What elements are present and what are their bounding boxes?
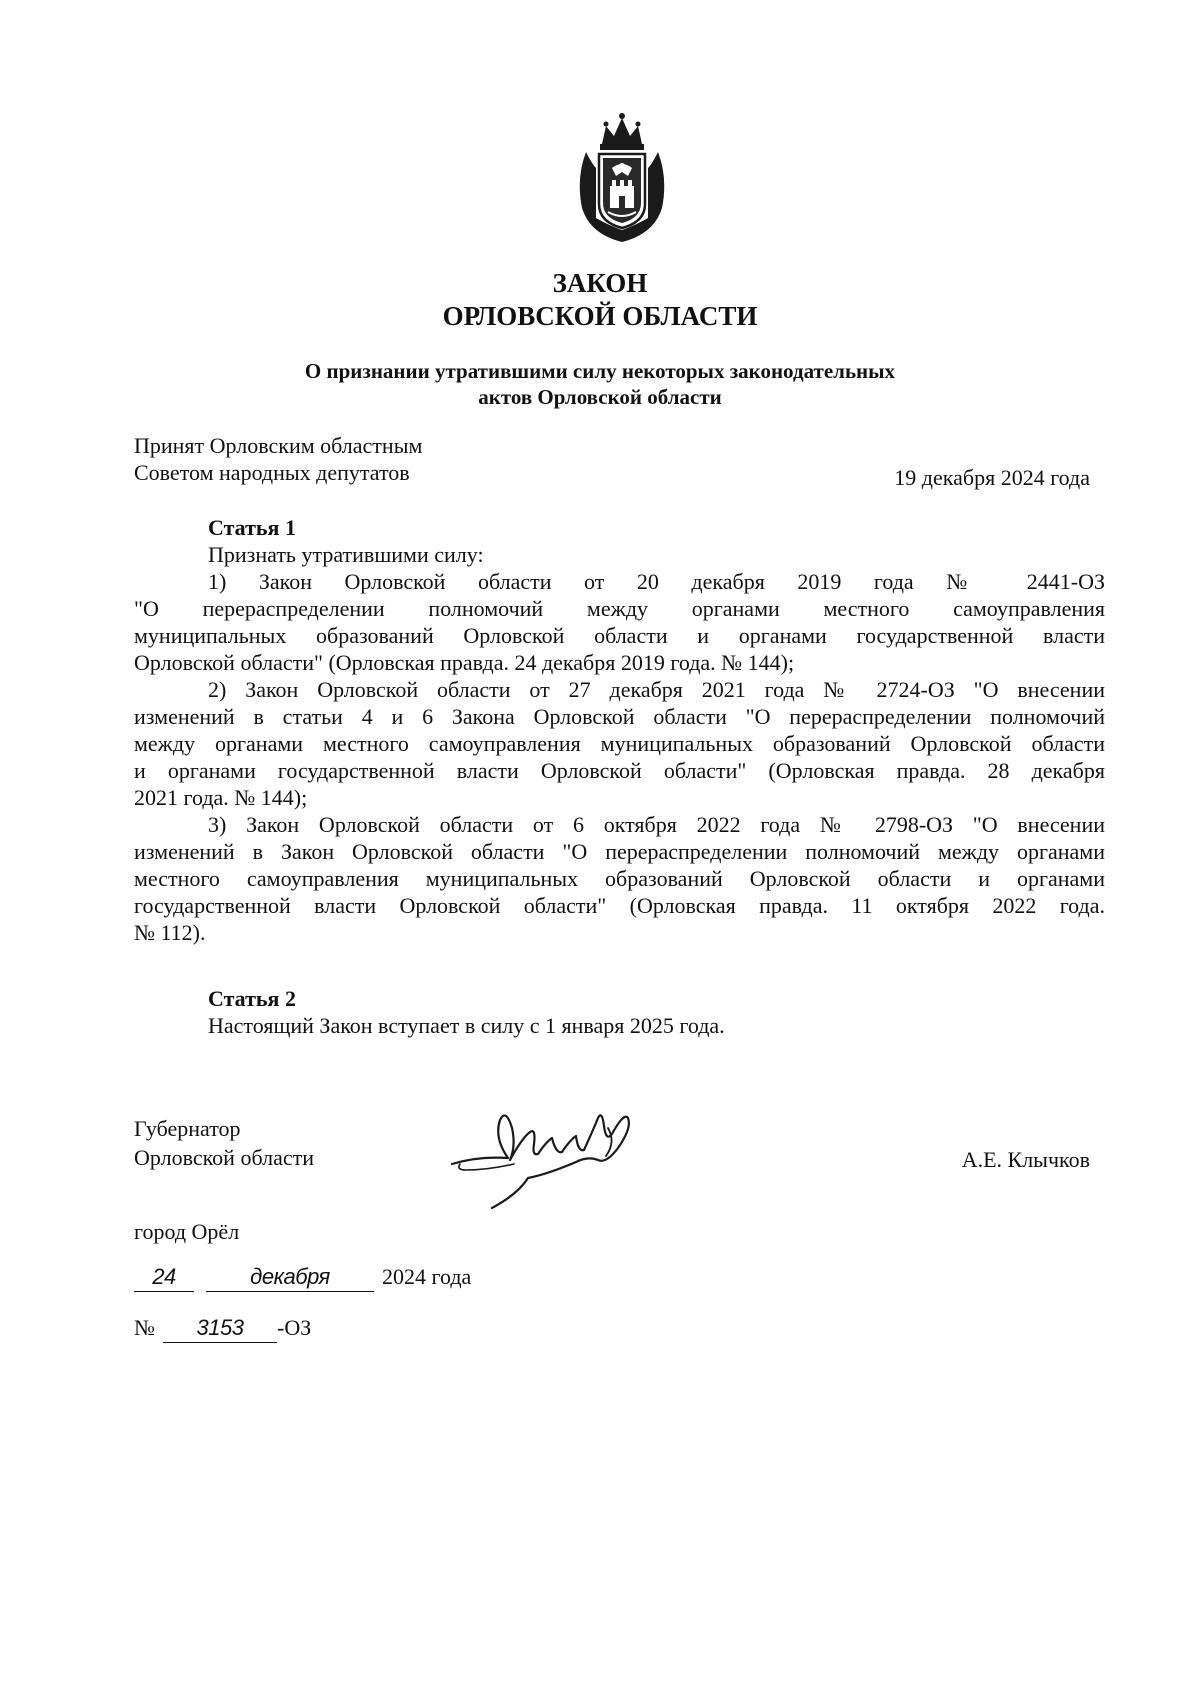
article-1-item-3 [134,811,1105,946]
adoption-date: 19 декабря 2024 года [894,465,1090,490]
item-2-line: и органами государственной власти Орловской области" (Орловская правда. 28 декабря [134,758,1105,783]
signatory-name: А.Е. Клычков [961,1147,1090,1172]
law-number-field: 3153 [163,1314,277,1343]
signatory-title-line-2: Орловской области [134,1145,314,1170]
signatory-title-line-1: Губернатор [134,1116,241,1141]
document-issuer-title: ОРЛОВСКОЙ ОБЛАСТИ [442,301,758,331]
article-1-intro-text: Признать утратившими силу: [208,542,484,567]
item-1-line: муниципальных образований Орловской области и органами государственной власти [134,623,1105,648]
law-number-suffix: -ОЗ [277,1315,312,1340]
adoption-line-1: Принят Орловским областным [134,433,423,458]
article-1-heading: Статья 1 [208,515,296,540]
item-1-line: 1) Закон Орловской области от 20 декабря 2019 года № 2441-ОЗ [208,569,1105,594]
item-3-line: 3) Закон Орловской области от 6 октября 2022 года № 2798-ОЗ "О внесении [208,812,1105,837]
item-2-line: между органами местного самоуправления муниципальных образований Орловской области [134,731,1105,756]
coat-of-arms-emblem [572,108,672,248]
law-subject-line-2: актов Орловской области [478,385,722,409]
item-3-line: местного самоуправления муниципальных образований Орловской области и органами [134,866,1105,891]
signing-month-field: декабря [206,1263,374,1292]
adoption-line-2: Советом народных депутатов [134,460,410,485]
item-3-line: изменений в Закон Орловской области "О перераспределении полномочий между органами [134,839,1105,864]
document-type-title: ЗАКОН [552,268,648,298]
law-number [134,1313,311,1343]
handwritten-signature [448,1098,658,1213]
article-1-item-2 [134,676,1105,811]
item-1-line: Орловской области" (Орловская правда. 24 декабря 2019 года. № 144); [134,650,795,675]
article-1-intro [134,541,1105,568]
article-2-text: Настоящий Закон вступает в силу с 1 января 2025 года. [208,1013,725,1038]
signing-date [134,1262,471,1292]
item-2-line: 2021 года. № 144); [134,785,308,810]
law-subject-line-1: О признании утратившими силу некоторых законодательных [304,359,896,383]
place-of-signing: город Орёл [134,1219,240,1244]
item-1-line: "О перераспределении полномочий между органами местного самоуправления [134,596,1105,621]
law-number-prefix: № [134,1315,155,1340]
item-3-line: № 112). [134,920,206,945]
signing-year-text: 2024 года [382,1264,472,1289]
item-3-line: государственной власти Орловской области" (Орловская правда. 11 октября 2022 года. [134,893,1105,918]
signing-day-field: 24 [134,1263,194,1292]
article-1-item-1 [134,568,1105,676]
adoption-body [134,432,422,486]
item-2-line: изменений в статьи 4 и 6 Закона Орловской области "О перераспределении полномочий [134,704,1105,729]
signatory-title [134,1114,314,1172]
article-2-heading: Статья 2 [208,986,296,1011]
item-2-line: 2) Закон Орловской области от 27 декабря 2021 года № 2724-ОЗ "О внесении [208,677,1105,702]
